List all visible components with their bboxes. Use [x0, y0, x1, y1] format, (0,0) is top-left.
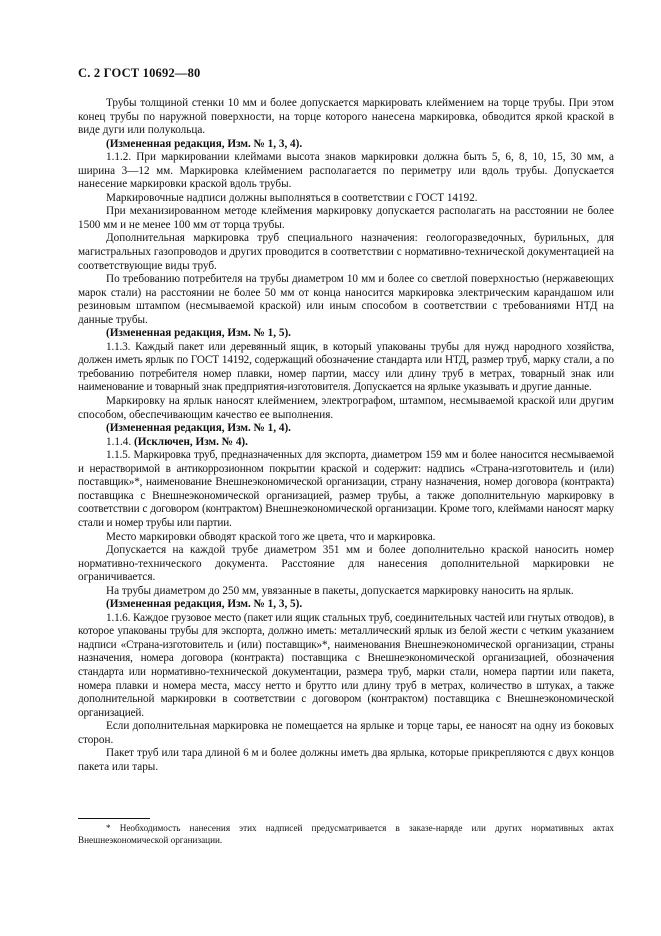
footnote-divider — [78, 818, 150, 819]
paragraph: 1.1.6. Каждое грузовое место (пакет или ящик стальных труб, соединительных частей или гнутых отводов), в которое упакованы трубы для экспорта, должно иметь: металлический ярлык из белой жести с четким указанием надписи «Страна-изготовитель и (или) поставщик»*, наименования Внешнеэкономической организации, страны назначения, номера договора (контракта) поставщика с Внешнеэкономической организацией, обозначения стандарта или нормативно-технической документации, размера труб, марки стали, номера партии или пакета, номера плавки и номера места, массу нетто и брутто или длину труб в метрах, количество в штуках, а также дополнительной маркировки в соответствии с договором (контрактом) поставщика с Внешнеэкономической организацией. — [78, 611, 614, 719]
paragraph: Допускается на каждой трубе диаметром 351 мм и более дополнительно краской наносить номер нормативно-технического документа. Расстояние для нанесения дополнительной маркировки не ограничивается. — [78, 544, 614, 584]
paragraph: При механизированном методе клеймения маркировку допускается располагать на расстоянии не более 1500 мм и не менее 100 мм от торца трубы. — [78, 205, 614, 231]
paragraph: Маркировочные надписи должны выполняться в соответствии с ГОСТ 14192. — [106, 191, 478, 204]
amendment-note: (Измененная редакция, Изм. № 1, 3, 4). — [106, 137, 303, 150]
paragraph: 1.1.5. Маркировка труб, предназначенных для экспорта, диаметром 159 мм и более наносится несмываемой и нерастворимой в антикоррозионном покрытии краской и содержит: надпись «Страна-изготовитель и (или) поставщик»*, наименование Внешнеэкономической организации, страну назначения, номер договора (контракта) поставщика с Внешнеэкономической организацией, размер трубы, а также дополнительную маркировку в соответствии с договором (контрактом) Внешнеэкономической организации. Кроме того, клеймами наносят марку стали и номер трубы или партии. — [78, 449, 614, 529]
footnote-text: * Необходимость нанесения этих надписей предусматривается в заказе-наряде или других нормативных актах Внешнеэкономической организации. — [78, 823, 614, 845]
paragraph: Если дополнительная маркировка не помещается на ярлыке и торце тары, ее наносят на одну из боковых сторон. — [78, 720, 614, 746]
amendment-note: (Измененная редакция, Изм. № 1, 4). — [106, 422, 291, 435]
footnote — [78, 823, 614, 846]
paragraph: По требованию потребителя на трубы диаметром 10 мм и более со светлой поверхностью (нержавеющих марок стали) на расстоянии не более 50 мм от конца наносится маркировка электрическим карандашом или резиновым штампом (несмываемой краской) или иным способом в соответствии с требованиями НТД на данные трубы. — [78, 273, 614, 326]
paragraph: Трубы толщиной стенки 10 мм и более допускается маркировать клеймением на торце трубы. При этом конец трубы по наружной поверхности, на торце которого нанесена маркировка, обводится яркой краской в виде дуги или полукольца. — [78, 97, 614, 137]
excluded-note: (Исключен, Изм. № 4). — [133, 435, 248, 448]
paragraph: Пакет труб или тара длиной 6 м и более должны иметь два ярлыка, которые прикрепляются с двух концов пакета или тары. — [78, 747, 614, 773]
paragraph: 1.1.3. Каждый пакет или деревянный ящик, в который упакованы трубы для нужд народного хозяйства, должен иметь ярлык по ГОСТ 14192, содержащий обозначение стандарта или НТД, размер труб, марку стали, а по требованию потребителя номер плавки, номер партии, массу или длину труб в метрах, товарный знак или наименование и товарный знак предприятия-изготовителя. Допускается на ярлыке указывать и другие данные. — [78, 340, 614, 394]
page-header: С. 2 ГОСТ 10692—80 — [78, 66, 201, 80]
paragraph: Место маркировки обводят краской того же цвета, что и маркировка. — [106, 530, 436, 543]
amendment-note: (Измененная редакция, Изм. № 1, 5). — [106, 327, 291, 340]
section-excluded: 1.1.4. (Исключен, Изм. № 4). — [106, 435, 248, 448]
paragraph: На трубы диаметром до 250 мм, увязанные в пакеты, допускается маркировку наносить на ярлык. — [106, 584, 574, 597]
paragraph: Маркировку на ярлык наносят клеймением, электрографом, штампом, несмываемой краской или другим способом, обеспечивающим качество ее выполнения. — [78, 395, 614, 421]
paragraph: Дополнительная маркировка труб специального назначения: геологоразведочных, бурильных, для магистральных газопроводов и других проводится в соответствии с нормативно-технической документацией на соответствующие виды труб. — [78, 232, 614, 272]
amendment-note: (Измененная редакция, Изм. № 1, 3, 5). — [106, 598, 303, 611]
paragraph: 1.1.2. При маркировании клеймами высота знаков маркировки должна быть 5, 6, 8, 10, 15, 30 мм, а ширина 3—12 мм. Маркировка клеймением располагается по периметру или вдоль трубы. Допускается нанесение маркировки краской вдоль трубы. — [78, 151, 614, 191]
document-body — [78, 97, 614, 774]
